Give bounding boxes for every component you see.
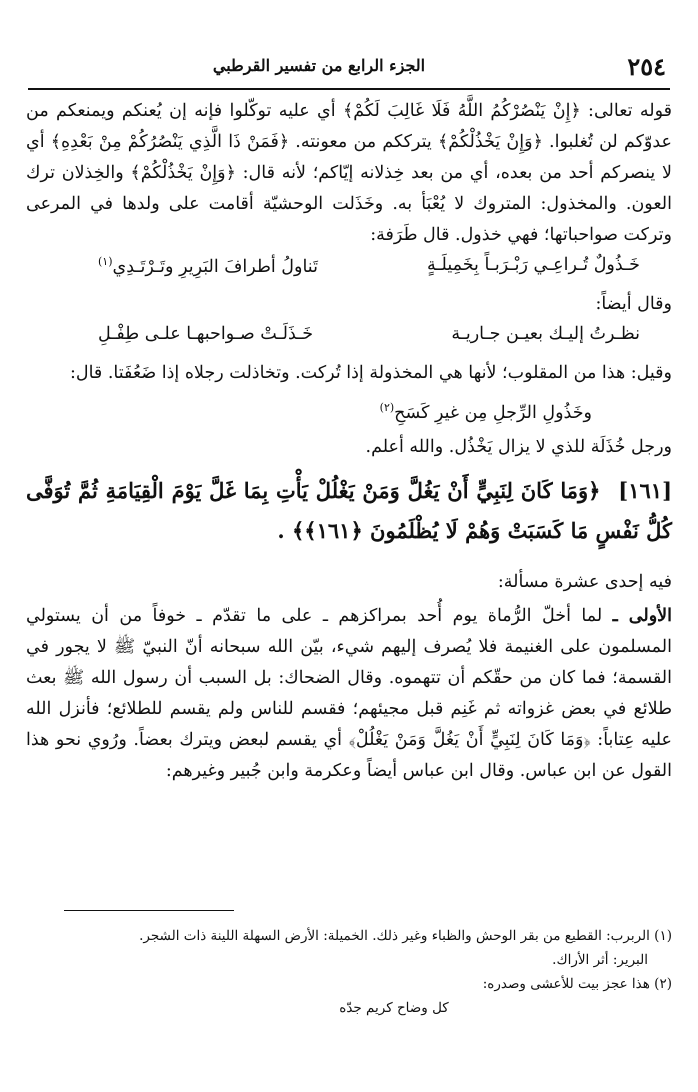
footnote-1: (١) الربرب: القطيع من بقر الوحش والظباء وغير ذلك. الخميلة: الأرض السهلة اللينة ذات الشجر. — [139, 928, 672, 944]
commentary-paragraph: وقال أيضاً: — [595, 294, 672, 314]
verse-text: ﴿وَمَا كَانَ لِنَبِيٍّ أَنْ يَغُلَّ وَمَنْ يَغْلُلْ يَأْتِ بِمَا غَلَّ يَوْمَ الْقِيَامَةِ ثُمَّ تُوَفَّى كُلُّ نَفْسٍ مَا كَسَبَتْ وَهُمْ لَا يُظْلَمُونَ ﴿١٦١﴾﴾ . — [26, 477, 672, 543]
running-title: الجزء الرابع من تفسير القرطبي — [212, 56, 426, 75]
issue-label: الأولى ـ — [612, 605, 672, 626]
footnote-1-continued: البرير: أثر الأراك. — [552, 952, 648, 968]
footnote-reference: (١) — [98, 255, 113, 268]
commentary-paragraph: ورجل خُذَلَة للذي لا يزال يَخْذُل. والله أعلم. — [365, 436, 672, 457]
commentary-paragraph: قوله تعالى: ﴿إِنْ يَنْصُرْكُمُ اللَّهُ فَلَا غَالِبَ لَكُمْ﴾ أي عليه توكّلوا فإنه إن يُعنكم ويمنعكم من عدوّكم لن تُغلبوا. ﴿وَإِنْ يَخْذُلْكُمْ﴾ يترككم من معونته. ﴿فَمَنْ ذَا الَّذِي يَنْصُرُكُمْ مِنْ بَعْدِهِ﴾ أي لا ينصركم أحد من بعده، أي من بعد خِذلانه إيّاكم؛ لأنه قال: ﴿وَإِنْ يَخْذُلْكُمْ﴾ والخِذلان ترك العون. والمخذول: المتروك لا يُعْبَأ به. وخَذَلت الوحشيّة أقامت على ولدها في المرعى وتركت صواحباتها؛ فهي خذول. قال طَرَفة: — [26, 101, 672, 245]
footnote-divider — [64, 910, 234, 911]
poetry-verse — [26, 320, 672, 358]
quran-verse — [26, 471, 672, 551]
main-text — [26, 96, 672, 787]
hemistich-text: وخَذُولِ الرِّجلِ مِن غيرِ كَسَحِ — [394, 402, 592, 423]
page-number: ٢٥٤ — [627, 52, 666, 81]
verse-second-hemistich — [98, 255, 318, 277]
verse-second-hemistich: خَـذَلَـتْ صـواحبهـا علـى طِفْـلِ — [98, 324, 314, 344]
issue-text: لما أخلّ الرُّماة يوم أُحد بمراكزهم ـ على ما تقدّم ـ خوفاً من أن يستولي المسلمون على الغنيمة فلا يُصرف إليهم شيء، بيّن الله سبحانه أنّ النبيّ ﷺ لا يجور في القسمة؛ فما كان من حقّكم أن تتهموه. وقال الضحاك: بل السبب أن رسول الله ﷺ بعث طلائع في بعض غزواته ثم غَنِم قبل مجيئهم؛ فقسم للناس ولم يقسم للطلائع؛ فأنزل الله عليه عِتاباً: ﴿وَمَا كَانَ لِنَبِيٍّ أَنْ يَغُلَّ وَمَنْ يَغْلُلْ﴾ أي يقسم لبعض ويترك بعضاً. ورُوي نحو هذا القول عن ابن عباس. وقال ابن عباس أيضاً وعكرمة وابن جُبير وغيرهم: — [26, 605, 672, 781]
issue-paragraph — [26, 601, 672, 787]
verse-second-hemistich-text: تَناولُ أطرافَ البَرِيرِ وتَـرْتَـدِي — [112, 256, 318, 277]
header-divider — [28, 88, 670, 90]
section-heading: فيه إحدى عشرة مسألة: — [497, 571, 672, 592]
poetry-verse — [26, 251, 672, 289]
footnote-reference: (٢) — [379, 401, 395, 414]
footnote-2-verse: كل وضاح كريم جدّه — [339, 1000, 449, 1016]
verse-first-hemistich: نظـرتُ إليـك بعيـن جـاريـة — [451, 324, 640, 344]
poetry-hemistich — [26, 389, 672, 432]
commentary-paragraph: وقيل: هذا من المقلوب؛ لأنها هي المخذولة إذا تُركت. وتخاذلت رجلاه إذا ضَعُفَتا. قال: — [69, 363, 672, 383]
verse-number: [١٦١] — [618, 477, 672, 503]
footnotes — [26, 924, 672, 1020]
page-header — [28, 52, 670, 86]
footnote-2: (٢) هذا عجز بيت للأعشى وصدره: — [482, 976, 672, 992]
verse-first-hemistich: خَـذُولٌ تُـراعِـي رَبْـرَبـاً بِخَمِيلَـةٍ — [427, 255, 640, 275]
